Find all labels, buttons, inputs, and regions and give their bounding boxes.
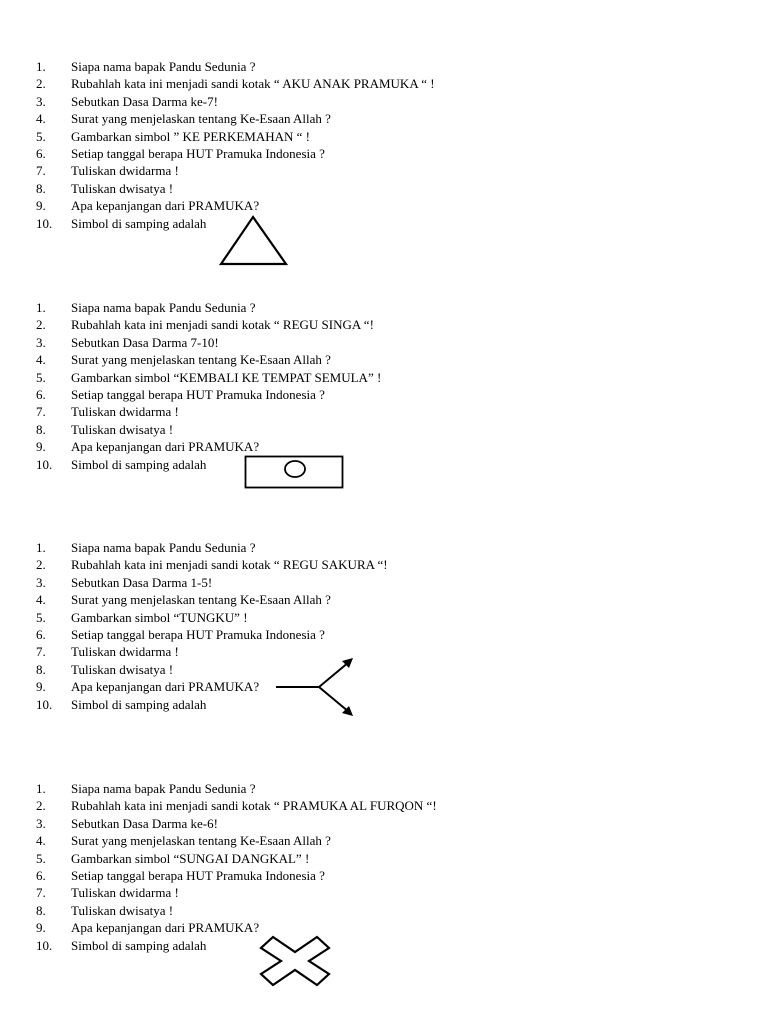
question-text: Setiap tanggal berapa HUT Pramuka Indonesia ? <box>71 387 325 402</box>
question-number: 5. <box>36 128 46 144</box>
question-number: 3. <box>36 93 46 109</box>
question-number: 1. <box>36 59 46 74</box>
question-text: Sebutkan Dasa Darma ke-6! <box>71 815 218 831</box>
question-text: Setiap tanggal berapa HUT Pramuka Indonesia ? <box>71 146 325 161</box>
question-text: Siapa nama bapak Pandu Sedunia ? <box>71 300 256 315</box>
question-number: 3. <box>36 334 46 350</box>
question-text: Siapa nama bapak Pandu Sedunia ? <box>71 59 256 74</box>
question-number: 4. <box>36 833 46 849</box>
question-text: Simbol di samping adalah <box>71 696 207 712</box>
circle-in-box-symbol <box>244 455 344 489</box>
question-number: 7. <box>36 885 46 901</box>
question-number: 2. <box>36 76 46 92</box>
question-text: Surat yang menjelaskan tentang Ke-Esaan Allah ? <box>71 111 331 127</box>
fork-arrow-symbol <box>275 656 357 718</box>
question-text: Apa kepanjangan dari PRAMUKA? <box>71 679 260 695</box>
question-text: Simbol di samping adalah <box>71 215 207 231</box>
question-text: Sebutkan Dasa Darma ke-7! <box>71 93 218 109</box>
question-text: Tuliskan dwisatya ! <box>71 180 174 196</box>
question-text: Surat yang menjelaskan tentang Ke-Esaan Allah ? <box>71 352 331 368</box>
question-text: Gambarkan simbol “SUNGAI DANGKAL” ! <box>71 850 310 866</box>
question-number: 8. <box>36 661 46 677</box>
question-number: 7. <box>36 404 46 420</box>
question-number: 10. <box>36 696 53 712</box>
question-text: Gambarkan simbol “TUNGKU” ! <box>71 609 248 625</box>
question-number: 9. <box>36 920 46 936</box>
question-number: 3. <box>36 815 46 831</box>
question-number: 7. <box>36 163 46 179</box>
question-text: Sebutkan Dasa Darma 1-5! <box>71 574 213 590</box>
question-number: 10. <box>36 215 53 231</box>
question-number: 1. <box>36 540 46 555</box>
question-text: Siapa nama bapak Pandu Sedunia ? <box>71 781 256 796</box>
question-number: 3. <box>36 574 46 590</box>
question-text: Sebutkan Dasa Darma 7-10! <box>71 334 219 350</box>
question-number: 4. <box>36 592 46 608</box>
question-text: Apa kepanjangan dari PRAMUKA? <box>71 920 260 936</box>
question-number: 9. <box>36 679 46 695</box>
question-number: 6. <box>36 387 46 402</box>
question-text: Gambarkan simbol “KEMBALI KE TEMPAT SEMULA” ! <box>71 369 382 385</box>
question-text: Tuliskan dwidarma ! <box>71 644 179 660</box>
question-text: Apa kepanjangan dari PRAMUKA? <box>71 439 260 455</box>
question-text: Setiap tanggal berapa HUT Pramuka Indonesia ? <box>71 627 325 642</box>
question-text: Simbol di samping adalah <box>71 937 207 953</box>
question-number: 4. <box>36 111 46 127</box>
question-text: Gambarkan simbol ” KE PERKEMAHAN “ ! <box>71 128 311 144</box>
question-number: 7. <box>36 644 46 660</box>
question-text: Rubahlah kata ini menjadi sandi kotak “ REGU SINGA “! <box>71 317 374 333</box>
question-number: 1. <box>36 781 46 796</box>
question-number: 6. <box>36 146 46 161</box>
question-number: 4. <box>36 352 46 368</box>
question-text: Tuliskan dwisatya ! <box>71 902 174 918</box>
question-number: 2. <box>36 798 46 814</box>
question-number: 5. <box>36 369 46 385</box>
question-number: 8. <box>36 902 46 918</box>
question-text: Tuliskan dwidarma ! <box>71 885 179 901</box>
question-number: 8. <box>36 180 46 196</box>
question-text: Simbol di samping adalah <box>71 456 207 472</box>
question-text: Surat yang menjelaskan tentang Ke-Esaan Allah ? <box>71 833 331 849</box>
question-text: Tuliskan dwidarma ! <box>71 163 179 179</box>
question-number: 8. <box>36 421 46 437</box>
question-number: 1. <box>36 300 46 315</box>
question-number: 6. <box>36 627 46 642</box>
question-number: 5. <box>36 850 46 866</box>
question-text: Tuliskan dwidarma ! <box>71 404 179 420</box>
question-text: Siapa nama bapak Pandu Sedunia ? <box>71 540 256 555</box>
question-number: 2. <box>36 557 46 573</box>
question-number: 5. <box>36 609 46 625</box>
question-number: 10. <box>36 937 53 953</box>
question-text: Tuliskan dwisatya ! <box>71 661 174 677</box>
question-text: Rubahlah kata ini menjadi sandi kotak “ REGU SAKURA “! <box>71 557 388 573</box>
question-number: 6. <box>36 868 46 883</box>
question-number: 9. <box>36 198 46 214</box>
question-text: Setiap tanggal berapa HUT Pramuka Indonesia ? <box>71 868 325 883</box>
question-text: Surat yang menjelaskan tentang Ke-Esaan Allah ? <box>71 592 331 608</box>
question-number: 10. <box>36 456 53 472</box>
question-text: Rubahlah kata ini menjadi sandi kotak “ AKU ANAK PRAMUKA “ ! <box>71 76 435 92</box>
question-number: 9. <box>36 439 46 455</box>
triangle-symbol <box>219 215 289 267</box>
cross-x-symbol <box>259 935 331 987</box>
question-text: Tuliskan dwisatya ! <box>71 421 174 437</box>
question-number: 2. <box>36 317 46 333</box>
question-text: Rubahlah kata ini menjadi sandi kotak “ PRAMUKA AL FURQON “! <box>71 798 437 814</box>
question-text: Apa kepanjangan dari PRAMUKA? <box>71 198 260 214</box>
